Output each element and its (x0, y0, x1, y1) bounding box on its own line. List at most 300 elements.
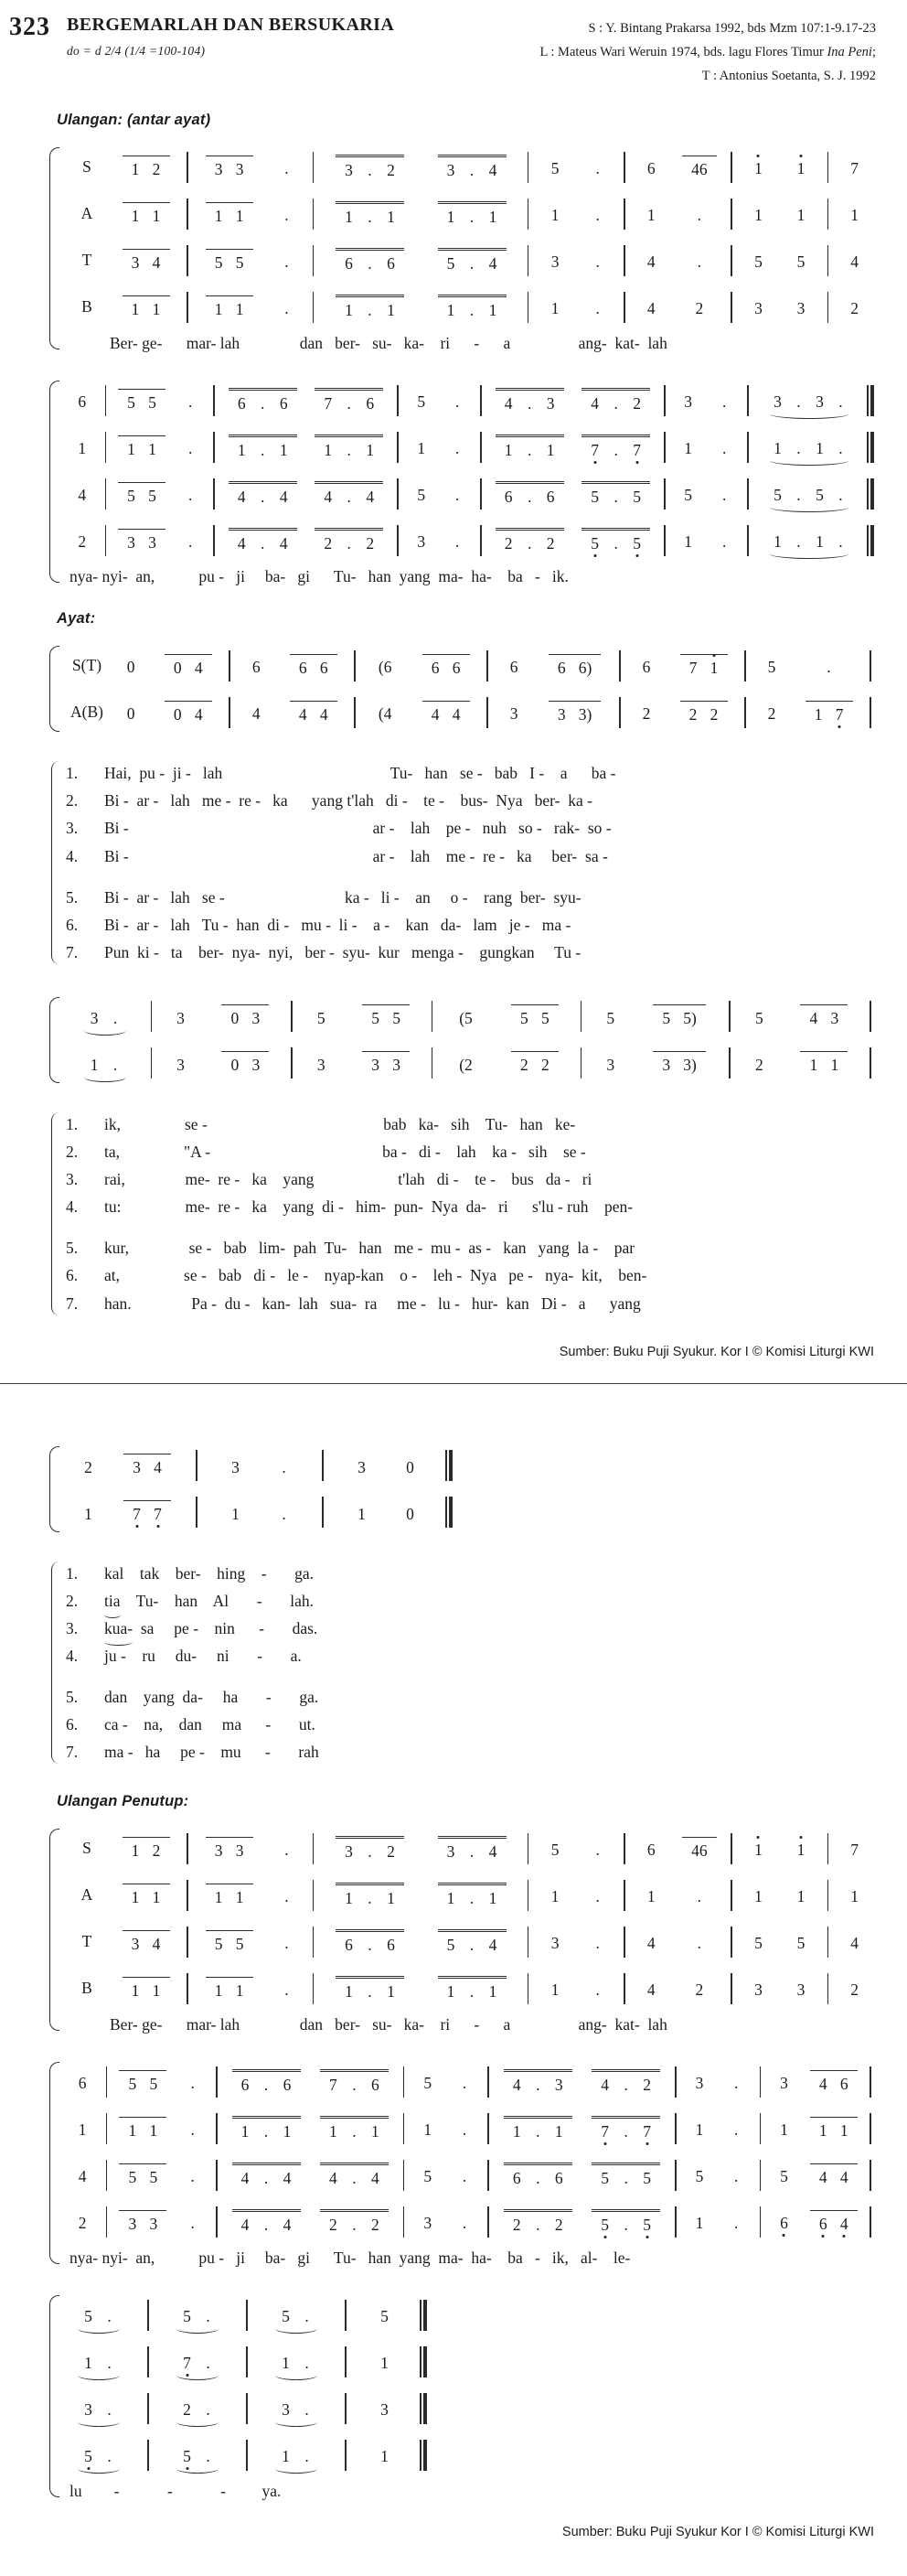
note-token: . (838, 439, 843, 458)
note-token: 1 (345, 300, 353, 319)
hymn-number: 323 (9, 13, 50, 41)
barline (726, 1965, 737, 2012)
barline (822, 1918, 833, 1965)
note-group (746, 1052, 773, 1075)
note-cell (64, 2105, 101, 2152)
note-token: . (368, 207, 372, 226)
note-token: 3 (662, 1056, 671, 1075)
verse-text: tia Tu- han Al - lah. (104, 1587, 314, 1615)
note-token: . (282, 1504, 286, 1523)
verse-text: Bi - ar - lah me - re - ka ber- sa - (104, 846, 608, 865)
source-credit-page1: Sumber: Buku Puji Syukur. Kor I © Komisi Liturgi KWI (559, 1344, 874, 1359)
note-token: 5 (796, 252, 806, 272)
note-group (75, 2443, 123, 2466)
note-token: 5 (371, 1009, 380, 1028)
note-cell (586, 993, 635, 1040)
note-group (638, 1930, 665, 1953)
note-group (414, 2070, 441, 2093)
note-group (582, 388, 650, 413)
note-cell (305, 470, 392, 517)
note-token: 1 (324, 440, 333, 459)
note-cell (112, 2105, 174, 2152)
note-token: 6 (512, 2168, 521, 2187)
verse-line (66, 1111, 876, 1138)
note-group (542, 1837, 569, 1860)
note-cell (403, 377, 439, 424)
note-token: . (261, 533, 265, 553)
note-group (504, 2163, 572, 2188)
note-group (788, 1930, 815, 1953)
note-cell (534, 144, 577, 190)
note-cell (737, 1965, 780, 2012)
note-token: . (838, 532, 843, 552)
note-group (232, 2209, 301, 2235)
note-token: 1 (446, 1981, 455, 2001)
note-cell (265, 237, 308, 284)
note-cell (172, 517, 208, 564)
note-token: 1 (684, 532, 693, 552)
note-token: 1 (488, 1981, 497, 2001)
note-token: . (462, 2074, 467, 2093)
double-barline (409, 2385, 438, 2431)
verse-text: kal tak ber- hing - ga. (104, 1563, 315, 1583)
note-group (788, 249, 815, 272)
voice-row (64, 1825, 876, 1872)
note-token: 6 (345, 253, 353, 273)
note-token: 1 (214, 1887, 223, 1906)
note-token: . (190, 2214, 195, 2233)
note-token: 2 (767, 704, 776, 724)
note-group (723, 2210, 750, 2233)
verse-text: Bi - ar - lah Tu - han di - mu - li - a - kan da- lam je - ma - (104, 915, 571, 934)
note-cell (534, 1918, 577, 1965)
note-token: . (454, 392, 460, 412)
header (9, 15, 876, 88)
note-cell (235, 689, 277, 735)
note-group (414, 2163, 441, 2186)
note-cell (337, 1443, 386, 1489)
note-token: 1 (488, 1888, 497, 1907)
note-cell (439, 517, 475, 564)
note-token: 3 (546, 393, 555, 413)
ayat-system-3 (49, 1443, 876, 1536)
note-group (841, 249, 868, 272)
note-token: (4 (378, 704, 392, 724)
note-token: . (304, 2354, 309, 2373)
note-group (397, 1501, 423, 1524)
barline (211, 2152, 222, 2198)
note-group (675, 529, 701, 552)
note-group (229, 435, 297, 460)
note-cell (211, 1489, 260, 1536)
note-cell (222, 2152, 310, 2198)
note-cell (493, 642, 535, 689)
note-group (229, 481, 297, 507)
note-token: 0 (173, 704, 182, 724)
note-group (549, 654, 602, 678)
note-token: 6 (78, 2074, 87, 2093)
note-token: 5 (774, 486, 782, 505)
note-group (206, 1837, 253, 1861)
note-token: 3 (423, 2214, 432, 2233)
note-group (232, 2069, 301, 2095)
verse-text: Bi - ar - lah pe - nuh so - rak- so - (104, 819, 612, 838)
note-group (221, 1004, 269, 1028)
ayat-verses-2 (49, 1111, 876, 1317)
barline (482, 642, 493, 689)
note-token: 1 (84, 2354, 92, 2373)
note-token: . (595, 1887, 600, 1906)
note-group (222, 1454, 249, 1477)
barline (726, 144, 737, 190)
note-group (118, 654, 144, 677)
note-token: 1 (131, 206, 140, 225)
note-token: 1 (283, 2121, 292, 2141)
note-group (444, 389, 471, 412)
barline (308, 1489, 337, 1536)
barline (182, 1918, 193, 1965)
note-token: 4 (488, 1841, 497, 1861)
note-cell (172, 470, 208, 517)
note-cell (635, 1040, 724, 1087)
note-token: 1 (417, 439, 426, 458)
barline (575, 993, 586, 1040)
note-cell (673, 1965, 727, 2012)
section-heading-ulangan-penutup: Ulangan Penutup: (57, 1793, 189, 1810)
note-token: 2 (512, 2215, 521, 2234)
note-token: . (536, 2075, 540, 2094)
note-group (542, 156, 569, 178)
note-token: 4 (488, 160, 497, 179)
note-token: . (595, 252, 600, 272)
note-cell (265, 144, 308, 190)
note-cell (493, 689, 535, 735)
note-group (179, 2163, 206, 2186)
note-token: 1 (809, 1056, 818, 1075)
note-cell (582, 2152, 669, 2198)
note-cell (586, 1040, 635, 1087)
barline (726, 190, 737, 237)
note-token: 2 (387, 1841, 395, 1861)
note-token: 5 (84, 2307, 92, 2326)
voice-row (64, 2431, 438, 2478)
double-barline (409, 2292, 438, 2338)
notation-grid (64, 642, 876, 735)
note-token: 5 (380, 2307, 389, 2326)
note-token: . (206, 2307, 210, 2326)
note-group (686, 2070, 712, 2093)
note-cell (737, 190, 780, 237)
note-group (438, 1976, 507, 2002)
note-group (810, 2163, 858, 2187)
note-group (336, 155, 404, 180)
note-token: 5 (423, 2074, 432, 2093)
barline (308, 1825, 319, 1872)
barline (865, 642, 876, 689)
note-token: 1 (546, 440, 555, 459)
note-token: 0 (126, 704, 135, 724)
barline (182, 1443, 211, 1489)
note-group (675, 435, 701, 458)
note-token: . (697, 252, 702, 272)
note-token: 4 (850, 1934, 859, 1953)
note-group (788, 295, 815, 318)
barline (483, 2058, 494, 2105)
verse-number: 3. (66, 1618, 79, 1637)
note-token: 3 (796, 299, 806, 318)
note-token: 1 (78, 439, 87, 458)
note-token: 3 (214, 1841, 223, 1860)
note-cell (446, 2198, 483, 2245)
note-token: . (624, 2215, 628, 2234)
note-token: 2 (84, 1457, 92, 1476)
note-cell (706, 424, 742, 470)
note-group (206, 1930, 253, 1954)
barline (726, 1872, 737, 1918)
note-token: . (734, 2167, 739, 2186)
note-token: 7 (688, 658, 698, 677)
note-token: 5 (684, 486, 693, 505)
note-token: 1 (774, 532, 782, 552)
note-token: 5 (128, 2074, 137, 2093)
note-group (123, 1454, 171, 1477)
note-group (273, 1930, 300, 1953)
note-cell (572, 470, 659, 517)
note-token: . (112, 1055, 118, 1074)
note-token: 2 (850, 1980, 859, 2000)
note-cell (163, 2338, 232, 2385)
barline (101, 2152, 112, 2198)
note-token: . (347, 533, 351, 553)
note-group (320, 2209, 389, 2235)
note-token: . (263, 2121, 269, 2141)
note-cell (535, 642, 614, 689)
note-token: 1 (131, 1980, 140, 2000)
note-token: 1 (128, 2120, 137, 2140)
note-group (174, 2350, 221, 2373)
note-cell (421, 144, 523, 190)
note-cell (386, 1443, 434, 1489)
note-cell (64, 2198, 101, 2245)
note-group (308, 1052, 335, 1075)
note-group (165, 701, 212, 724)
note-token: 5 (591, 487, 600, 506)
verse-number: 2. (66, 791, 79, 810)
note-group (69, 2117, 96, 2140)
note-token: 1 (814, 704, 823, 724)
note-token: 3 (371, 1056, 380, 1075)
note-token: 6 (839, 2074, 848, 2093)
note-token: 1 (149, 2120, 158, 2140)
note-cell (667, 689, 740, 735)
note-token: . (536, 2215, 540, 2234)
barline (145, 1040, 156, 1087)
barline (399, 2058, 410, 2105)
barline (619, 1872, 630, 1918)
barline (475, 470, 486, 517)
note-cell (175, 2105, 211, 2152)
note-token: 3 (127, 532, 135, 552)
note-token: 7 (133, 1505, 141, 1524)
note-token: 4 (324, 487, 333, 506)
note-group (686, 1977, 712, 2000)
note-token: 6 (504, 487, 513, 506)
note-token: 5 (417, 392, 426, 412)
note-cell (534, 237, 577, 284)
note-cell (163, 2385, 232, 2431)
barline (523, 237, 534, 284)
note-token: 1 (214, 1980, 223, 2000)
note-token: 5 (127, 486, 135, 505)
note-group (222, 1501, 249, 1524)
note-cell (64, 2292, 133, 2338)
note-group (336, 248, 404, 274)
note-token: 3 (830, 1009, 839, 1028)
note-token: 6 (366, 393, 375, 413)
note-group (177, 529, 204, 552)
notation-grid (64, 1825, 876, 2012)
note-cell (673, 190, 727, 237)
note-cell (64, 2152, 101, 2198)
note-token: 4 (240, 2168, 250, 2187)
barline (726, 237, 737, 284)
verse-line (66, 1261, 876, 1289)
voice-row (64, 1443, 464, 1489)
note-cell (265, 284, 308, 330)
note-cell (112, 2198, 174, 2245)
note-cell (193, 1918, 265, 1965)
note-token: 5 (754, 1934, 763, 1953)
note-cell (535, 689, 614, 735)
note-group (682, 1837, 717, 1861)
barline (208, 517, 219, 564)
note-cell (673, 237, 727, 284)
note-token: 1 (796, 1887, 806, 1906)
note-group (371, 2350, 398, 2373)
note-token: . (263, 2168, 269, 2187)
note-cell (222, 2058, 310, 2105)
note-cell (625, 642, 667, 689)
note-token: 7 (154, 1505, 162, 1524)
note-cell (64, 2058, 101, 2105)
note-token: . (469, 1888, 475, 1907)
verse-line (66, 1234, 876, 1261)
note-token: 1 (235, 206, 244, 225)
note-token: 5 (235, 252, 244, 272)
note-group (444, 529, 471, 552)
voice-row (64, 1489, 464, 1536)
note-token: 4 (78, 486, 87, 505)
note-token: 2 (695, 1980, 704, 2000)
verse-number: 5. (66, 1687, 79, 1706)
note-cell (64, 377, 100, 424)
note-cell (193, 237, 265, 284)
barline (232, 2431, 261, 2478)
note-token: 3 (231, 1457, 240, 1476)
note-group (451, 2210, 477, 2233)
note-group (232, 2116, 301, 2141)
note-cell (112, 1443, 182, 1489)
barline (182, 1825, 193, 1872)
note-group (542, 249, 569, 272)
note-cell (421, 1918, 523, 1965)
note-token: . (190, 2074, 195, 2093)
note-cell (319, 144, 421, 190)
note-group (179, 2117, 206, 2140)
note-token: 3 (557, 704, 566, 724)
note-token: . (107, 2400, 112, 2420)
note-token: 6 (642, 658, 651, 677)
note-token: 4 (818, 2167, 827, 2186)
barline (483, 2105, 494, 2152)
verse-number: 4. (66, 846, 79, 865)
note-token: 4 (279, 487, 288, 506)
note-group (764, 482, 854, 505)
verse-text: Hai, pu - ji - lah Tu- han se - bab I - a ba - (104, 764, 616, 783)
note-group (504, 2069, 572, 2095)
barline (724, 1040, 735, 1087)
barline (754, 2058, 765, 2105)
note-group (315, 481, 383, 507)
note-cell (576, 1872, 619, 1918)
note-cell (486, 470, 573, 517)
note-token: 5 (601, 2215, 609, 2234)
voice-row (64, 2292, 438, 2338)
note-token: 1 (231, 1504, 240, 1523)
note-token: 1 (387, 1888, 395, 1907)
note-token: . (721, 392, 727, 412)
note-token: . (368, 1841, 372, 1861)
note-cell (576, 1965, 619, 2012)
note-cell (630, 1872, 673, 1918)
note-token: 2 (387, 160, 395, 179)
note-token: 3 (235, 159, 244, 178)
note-token: 5 (446, 253, 455, 273)
note-token: 7 (591, 440, 600, 459)
verse-line (66, 911, 876, 939)
note-token: 1 (90, 1055, 99, 1074)
note-token: 1 (504, 440, 513, 459)
note-token: 6 (240, 2075, 250, 2094)
note-group (397, 1454, 423, 1477)
note-token: . (595, 159, 600, 178)
note-group (800, 1051, 848, 1075)
barline (865, 2198, 876, 2245)
verse-line (66, 814, 876, 842)
note-token: 2 (371, 2215, 379, 2234)
note-token: . (624, 2075, 628, 2094)
note-group (371, 2303, 398, 2326)
note-group (504, 2116, 572, 2141)
note-cell (64, 1443, 112, 1489)
note-group (764, 389, 854, 412)
barline (211, 2058, 222, 2105)
note-token: 1 (646, 1887, 656, 1906)
note-cell (219, 470, 306, 517)
note-group (206, 1884, 253, 1907)
note-token: . (368, 253, 372, 273)
note-token: 2 (152, 1841, 161, 1860)
note-cell (673, 1825, 727, 1872)
barline (670, 2105, 681, 2152)
note-cell (718, 2058, 754, 2105)
note-group (745, 1977, 772, 2000)
note-cell (297, 993, 346, 1040)
barline (614, 689, 625, 735)
note-group (123, 202, 170, 226)
note-token: . (188, 439, 193, 458)
note-group (119, 2070, 166, 2094)
